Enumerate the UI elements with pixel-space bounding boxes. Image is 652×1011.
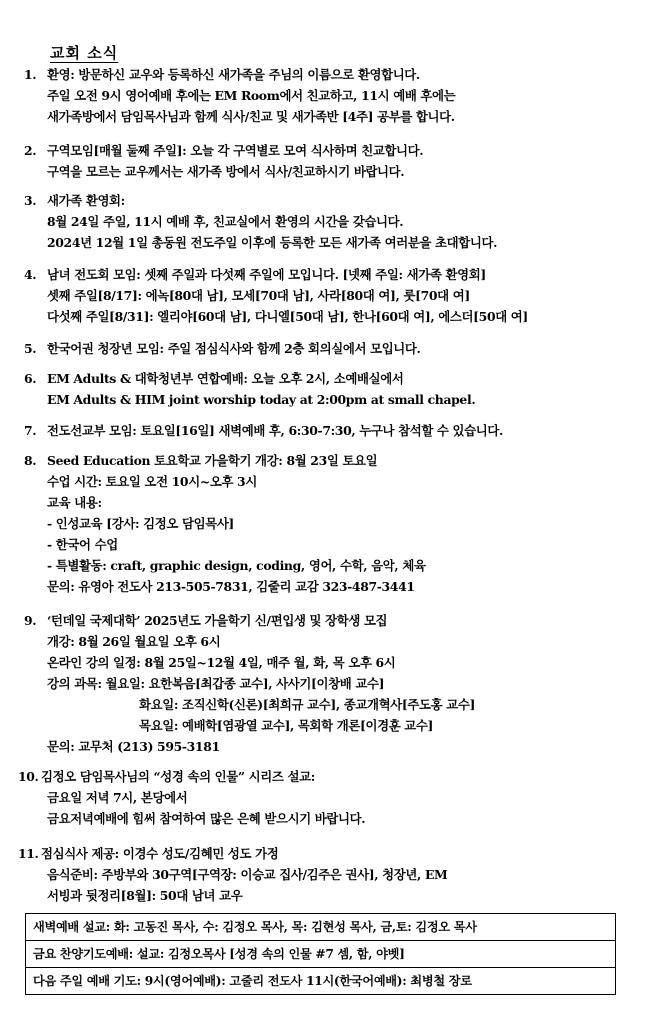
notice-line: 화요일: 조직신학(신론)[최희규 교수], 종교개혁사[주도홍 교수] <box>139 697 475 712</box>
line-text: Seed Education 토요학교 가을학기 개강: 8월 23일 토요일 <box>47 453 378 468</box>
notice-line: 다섯째 주일[8/31]: 엘리야[60대 남], 다니엘[50대 남], 한나[60대 여], 에스더[50대 여] <box>47 309 528 324</box>
item-number: 7. <box>24 423 37 438</box>
notice-item-7 <box>24 420 634 441</box>
line-text: 김정오 담임목사님의 “성경 속의 인물” 시리즈 설교: <box>41 769 315 784</box>
notice-line <box>24 140 634 161</box>
item-number: 3. <box>24 193 37 208</box>
notice-line: 강의 과목: 월요일: 요한복음[최갑종 교수], 사사기[이창배 교수] <box>47 676 385 691</box>
line-text: 새가족 환영회: <box>47 193 125 208</box>
notice-line: 온라인 강의 일정: 8월 25일~12월 4일, 매주 월, 화, 목 오후 6시 <box>47 655 396 670</box>
notice-line <box>24 64 634 85</box>
notice-line <box>24 420 634 441</box>
notice-line: - 특별활동: craft, graphic design, coding, 영어, 수학, 음악, 체육 <box>47 558 426 573</box>
notice-line: - 한국어 수업 <box>47 537 118 552</box>
line-text: 환영: 방문하신 교우와 등록하신 새가족을 주님의 이름으로 환영합니다. <box>47 67 420 82</box>
notice-item-5 <box>24 338 634 359</box>
notice-line: 구역을 모르는 교우께서는 새가족 방에서 식사/친교하시기 바랍니다. <box>47 164 405 179</box>
notice-line: 새가족방에서 담임목사님과 함께 식사/친교 및 새가족반 [4주] 공부를 합니다. <box>47 109 455 124</box>
notice-line <box>24 264 634 285</box>
notice-item-10 <box>18 766 634 829</box>
notice-item-9 <box>24 610 634 757</box>
line-text: 한국어권 청장년 모임: 주일 점심식사와 함께 2층 회의실에서 모입니다. <box>47 341 421 356</box>
notice-line: EM Adults & HIM joint worship today at 2:00pm at small chapel. <box>47 392 476 407</box>
item-number: 2. <box>24 143 37 158</box>
line-text: 점심식사 제공: 이경수 성도/김혜민 성도 가정 <box>41 846 279 861</box>
notice-line <box>24 190 634 211</box>
notice-line <box>18 766 634 787</box>
line-text: 전도선교부 모임: 토요일[16일] 새벽예배 후, 6:30-7:30, 누구나 참석할 수 있습니다. <box>47 423 503 438</box>
notice-item-6 <box>24 368 634 410</box>
notice-line <box>24 338 634 359</box>
notice-item-1 <box>24 64 634 127</box>
worship-schedule-box <box>25 913 616 995</box>
notice-line: 2024년 12월 1일 총동원 전도주일 이후에 등록한 모든 새가족 여러분을 초대합니다. <box>47 235 498 250</box>
notice-line: 금요저녁예배에 힘써 참여하여 많은 은혜 받으시기 바랍니다. <box>47 811 366 826</box>
notice-line: 개강: 8월 26일 월요일 오후 6시 <box>47 634 221 649</box>
notice-line: 음식준비: 주방부와 30구역[구역장: 이승교 집사/김주은 권사], 청장년, EM <box>47 867 448 882</box>
notice-line: 목요일: 예배학[염광열 교수], 목회학 개론[이경훈 교수] <box>139 718 434 733</box>
notice-item-8 <box>24 450 634 597</box>
line-text: 구역모임[매월 둘째 주일]: 오늘 각 구역별로 모여 식사하며 친교합니다. <box>47 143 424 158</box>
notice-line: 금요일 저녁 7시, 본당에서 <box>47 790 188 805</box>
line-text: 남녀 전도회 모임: 셋째 주일과 다섯째 주일에 모입니다. [넷째 주일: 새가족 환영회] <box>47 267 486 282</box>
item-number: 10. <box>18 769 39 784</box>
line-text: EM Adults & 대학청년부 연합예배: 오늘 오후 2시, 소예배실에서 <box>47 371 404 386</box>
item-number: 1. <box>24 67 37 82</box>
dawn-service-row: 새벽예배 설교: 화: 고동진 목사, 수: 김정오 목사, 목: 김현성 목사, 금,토: 김정오 목사 <box>33 920 477 934</box>
line-text: ‘턴데일 국제대학’ 2025년도 가을학기 신/편입생 및 장학생 모집 <box>47 613 388 628</box>
notice-line: 8월 24일 주일, 11시 예배 후, 친교실에서 환영의 시간을 갖습니다. <box>47 214 404 229</box>
notice-line: 문의: 유영아 전도사 213-505-7831, 김줄리 교감 323-487-3441 <box>47 579 415 594</box>
item-number: 5. <box>24 341 37 356</box>
item-number: 11. <box>18 846 39 861</box>
notice-line: 서빙과 뒷정리[8월]: 50대 남녀 교우 <box>47 888 243 903</box>
notice-line: 문의: 교무처 (213) 595-3181 <box>47 739 220 754</box>
notice-line <box>24 368 634 389</box>
notice-line <box>24 610 634 631</box>
notice-line: - 인성교육 [강사: 김정오 담임목사] <box>47 516 234 531</box>
notice-item-2 <box>24 140 634 182</box>
notice-item-3 <box>24 190 634 253</box>
notice-line: 교육 내용: <box>47 495 102 510</box>
item-number: 4. <box>24 267 37 282</box>
next-sunday-prayer-row: 다음 주일 예배 기도: 9시(영어예배): 고줄리 전도사 11시(한국어예배): 최병철 장로 <box>26 967 615 994</box>
page-title: 교회 소식 <box>50 44 119 62</box>
notice-line <box>18 843 634 864</box>
item-number: 6. <box>24 371 37 386</box>
notice-line: 주일 오전 9시 영어예배 후에는 EM Room에서 친교하고, 11시 예배 후에는 <box>47 88 456 103</box>
friday-service-row: 금요 찬양기도예배: 설교: 김정오목사 [성경 속의 인물 #7 셈, 함, 야벳] <box>26 940 615 967</box>
item-number: 8. <box>24 453 37 468</box>
notice-item-4 <box>24 264 634 327</box>
notice-line <box>24 450 634 471</box>
item-number: 9. <box>24 613 37 628</box>
notice-item-11 <box>18 843 634 906</box>
notice-line: 수업 시간: 토요일 오전 10시~오후 3시 <box>47 474 257 489</box>
notice-line: 셋째 주일[8/17]: 에녹[80대 남], 모세[70대 남], 사라[80대 여], 룻[70대 여] <box>47 288 470 303</box>
